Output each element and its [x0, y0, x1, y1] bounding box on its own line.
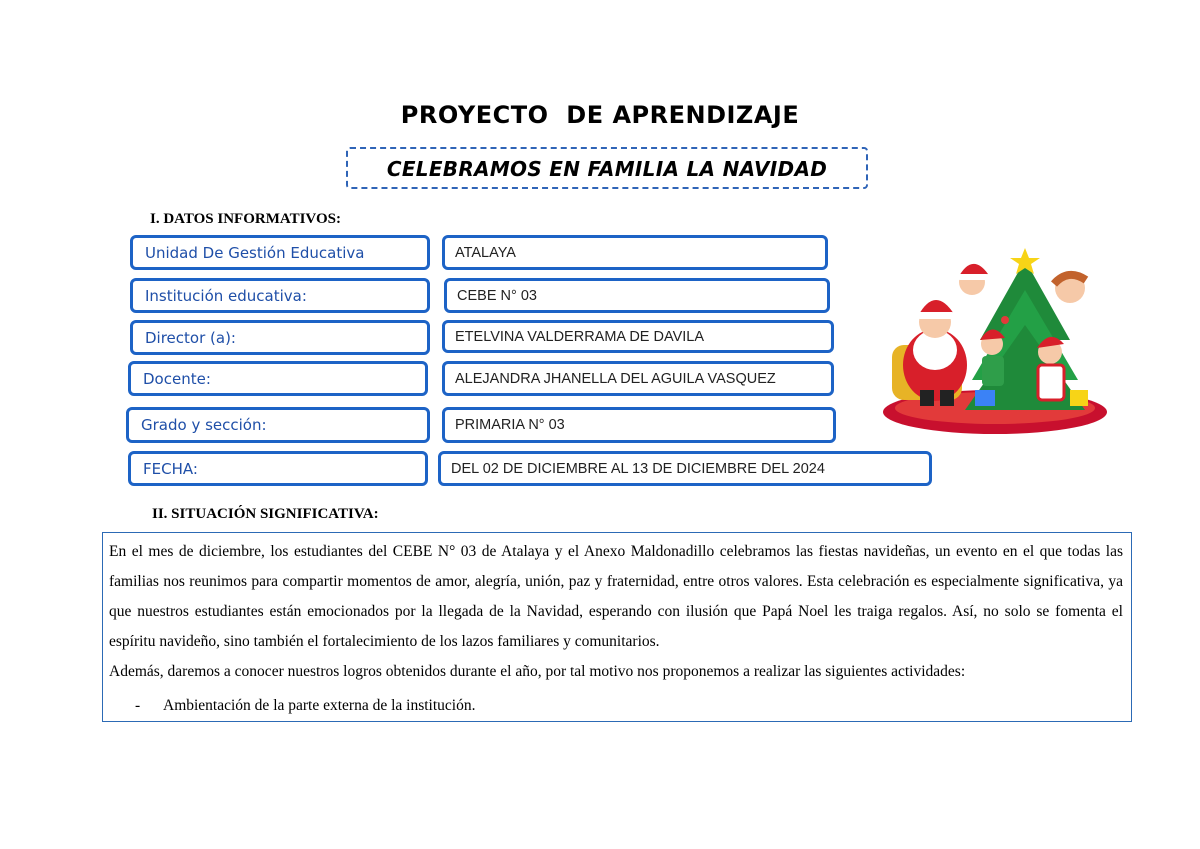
value-ugel: ATALAYA	[455, 244, 516, 261]
label-box-institucion	[130, 278, 430, 313]
situacion-text-box	[102, 532, 1132, 722]
situacion-paragraph-2: Además, daremos a conocer nuestros logros obtenidos durante el año, por tal motivo nos proponemos a realizar las siguientes actividades:	[109, 663, 966, 680]
label-box-fecha	[128, 451, 428, 486]
section-heading-situacion: II. SITUACIÓN SIGNIFICATIVA:	[152, 506, 379, 522]
project-name: CELEBRAMOS EN FAMILIA LA NAVIDAD	[386, 157, 828, 181]
activity-list-item	[109, 691, 1123, 721]
value-docente: ALEJANDRA JHANELLA DEL AGUILA VASQUEZ	[455, 370, 776, 387]
label-box-grado	[126, 407, 430, 443]
value-box-institucion	[444, 278, 830, 313]
project-name-box	[346, 147, 868, 189]
value-box-docente	[442, 361, 834, 396]
value-director: ETELVINA VALDERRAMA DE DAVILA	[455, 328, 704, 345]
label-box-director	[130, 320, 430, 355]
value-institucion: CEBE N° 03	[457, 287, 537, 304]
label-docente: Docente:	[143, 369, 211, 388]
bullet-dash: -	[135, 697, 141, 714]
christmas-illustration	[880, 240, 1130, 435]
label-institucion: Institución educativa:	[145, 286, 307, 305]
label-box-docente	[128, 361, 428, 396]
value-box-grado	[442, 407, 836, 443]
label-director: Director (a):	[145, 328, 236, 347]
page-title: PROYECTO DE APRENDIZAJE	[400, 101, 800, 129]
value-box-ugel	[442, 235, 828, 270]
value-grado: PRIMARIA N° 03	[455, 417, 565, 433]
label-grado: Grado y sección:	[141, 416, 267, 434]
label-fecha: FECHA:	[143, 459, 198, 478]
section-heading-datos: I. DATOS INFORMATIVOS:	[150, 211, 341, 227]
value-box-fecha	[438, 451, 932, 486]
label-ugel: Unidad De Gestión Educativa	[145, 243, 365, 262]
value-fecha: DEL 02 DE DICIEMBRE AL 13 DE DICIEMBRE DEL 2024	[451, 460, 825, 477]
activity-item-text: Ambientación de la parte externa de la institución.	[163, 697, 476, 714]
label-box-ugel	[130, 235, 430, 270]
situacion-paragraph-1: En el mes de diciembre, los estudiantes del CEBE N° 03 de Atalaya y el Anexo Maldonadillo celebramos las fiestas navideñas, un evento en el que todas las familias nos reunimos para compartir momentos de amor, alegría, unión, paz y fraternidad, entre otros valores. Esta celebración es especialmente significativa, ya que nuestros estudiantes están emocionados por la llegada de la Navidad, esperando con ilusión que Papá Noel les traiga regalos. Así, no solo se fomenta el espíritu navideño, sino también el fortalecimiento de los lazos familiares y comunitarios.	[109, 543, 1123, 650]
value-box-director	[442, 320, 834, 353]
